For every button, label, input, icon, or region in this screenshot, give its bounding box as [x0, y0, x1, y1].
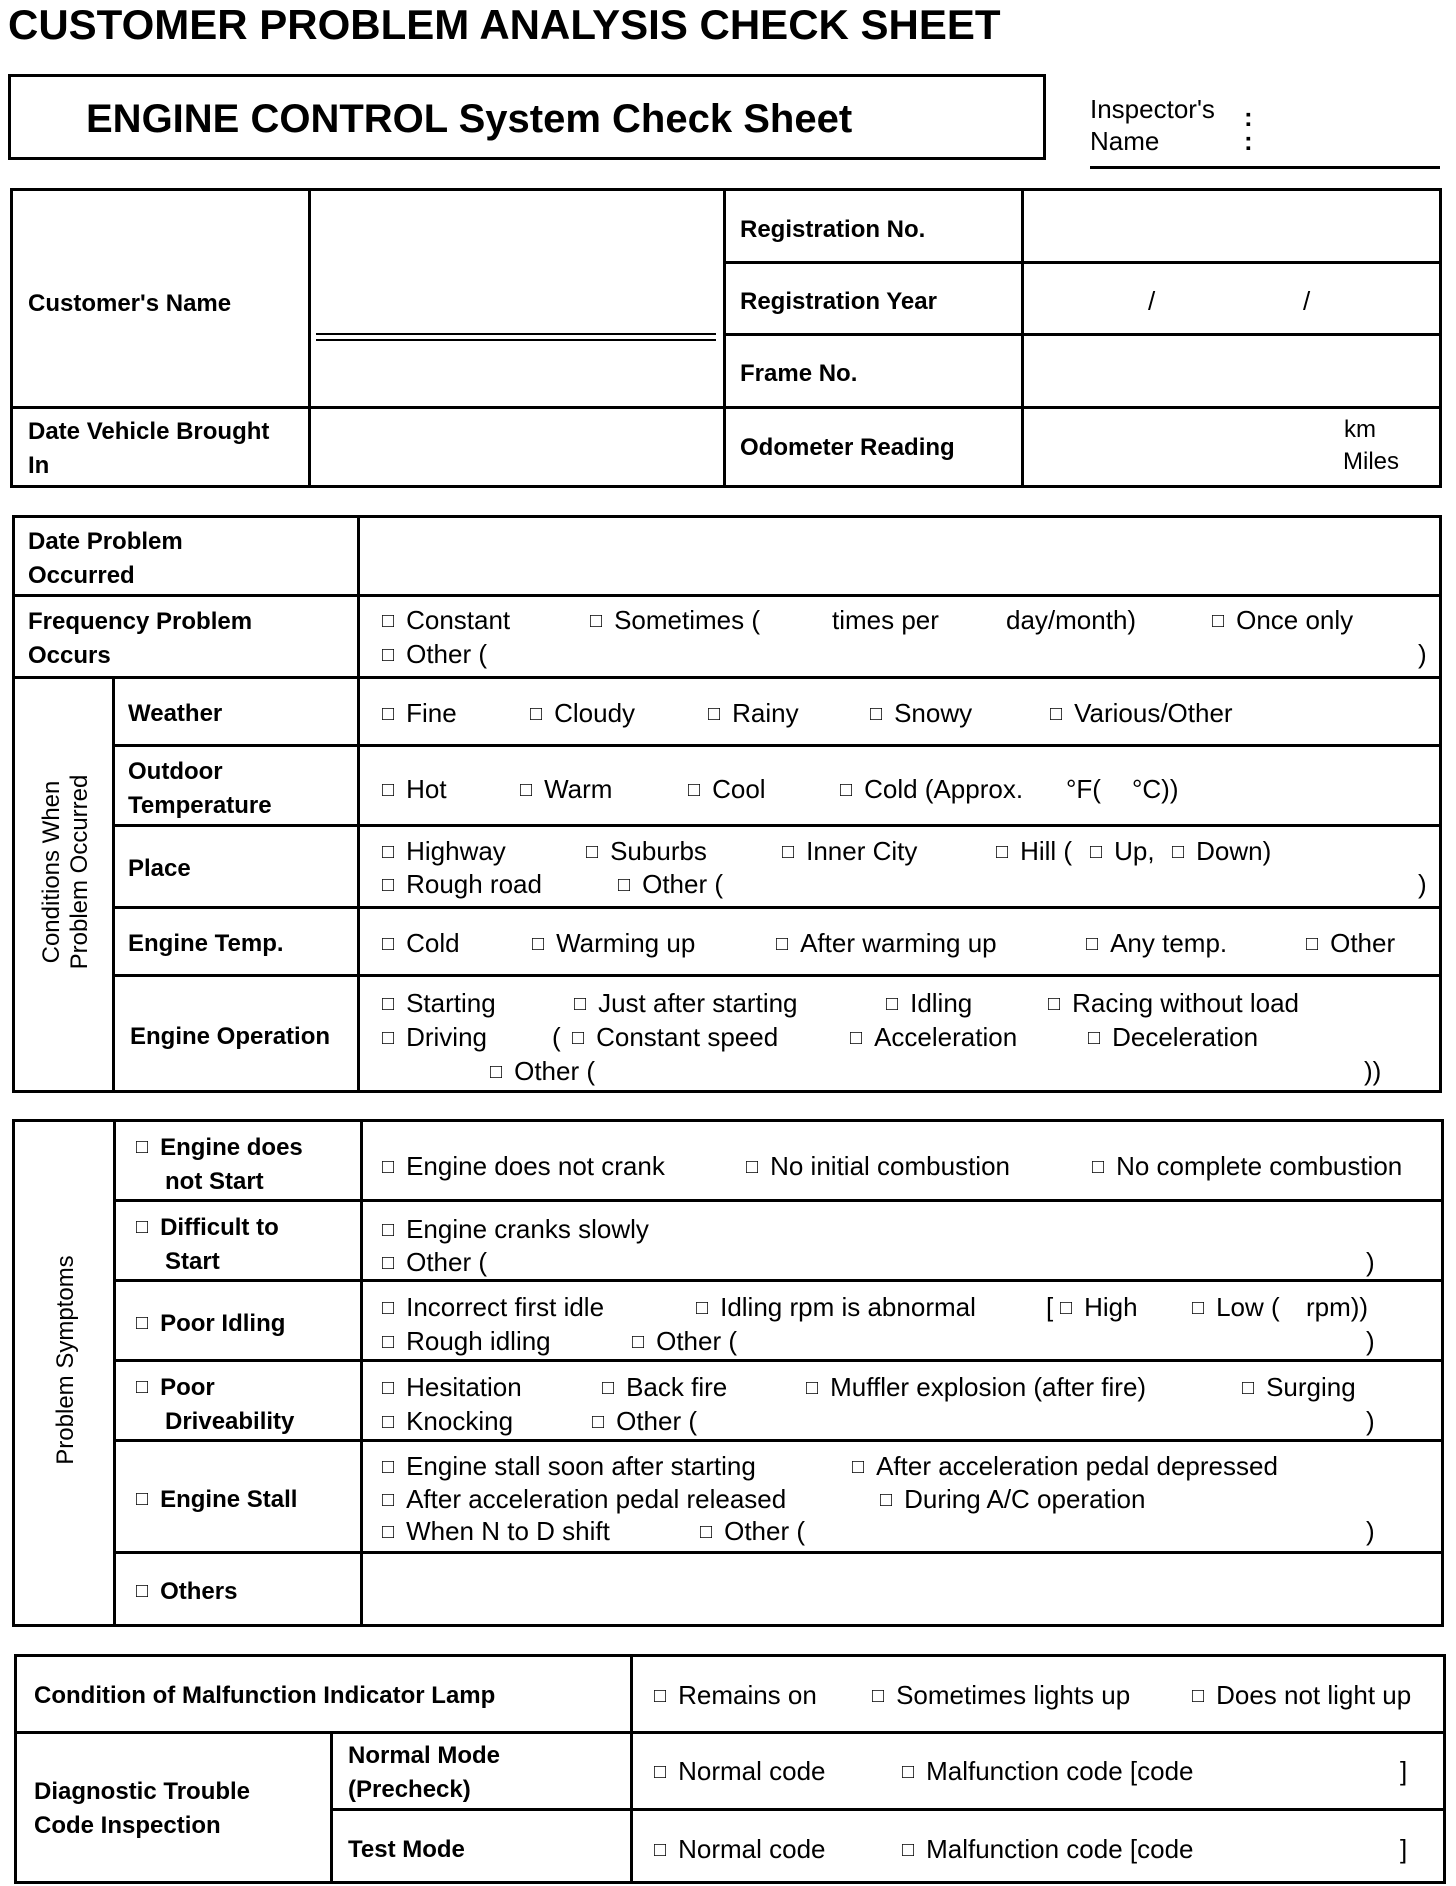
no-start-label-2: not Start: [165, 1168, 264, 1195]
idling-bracket: [: [1046, 1292, 1054, 1322]
place-hill-down-checkbox[interactable]: □ Down): [1172, 838, 1271, 864]
test-mode-code-close: ]: [1400, 1834, 1408, 1864]
weather-cloudy-checkbox[interactable]: □ Cloudy: [530, 700, 635, 726]
date-problem-label-2: Occurred: [28, 562, 135, 589]
temp-cool-checkbox[interactable]: □ Cool: [688, 776, 766, 802]
op-racing-checkbox[interactable]: □ Racing without load: [1048, 990, 1299, 1016]
dtc-label: Diagnostic Trouble: [34, 1778, 251, 1805]
eng-temp-warming-checkbox[interactable]: □ Warming up: [532, 930, 695, 956]
temp-deg-c: °C)): [1132, 774, 1179, 804]
driveability-other-close: ): [1366, 1406, 1375, 1436]
weather-fine-checkbox[interactable]: □ Fine: [382, 700, 457, 726]
eng-temp-cold-checkbox[interactable]: □ Cold: [382, 930, 460, 956]
date-brought-label-2: In: [28, 452, 50, 479]
place-highway-checkbox[interactable]: □ Highway: [382, 838, 506, 864]
temp-hot-checkbox[interactable]: □ Hot: [382, 776, 447, 802]
freq-other-checkbox[interactable]: □ Other (: [382, 641, 487, 667]
stall-ac-checkbox[interactable]: □ During A/C operation: [880, 1486, 1145, 1512]
freq-day-month: day/month): [1006, 605, 1137, 635]
outdoor-temp-label: Outdoor: [128, 758, 223, 785]
place-suburbs-checkbox[interactable]: □ Suburbs: [586, 838, 707, 864]
engine-temp-label: Engine Temp.: [128, 930, 284, 957]
place-hill-checkbox[interactable]: □ Hill (: [996, 838, 1072, 864]
idling-rpm-abnormal-checkbox[interactable]: □ Idling rpm is abnormal: [696, 1294, 976, 1320]
mil-sometimes-checkbox[interactable]: □ Sometimes lights up: [872, 1682, 1130, 1708]
place-inner-city-checkbox[interactable]: □ Inner City: [782, 838, 917, 864]
odometer-label: Odometer Reading: [740, 434, 955, 461]
no-crank-checkbox[interactable]: □ Engine does not crank: [382, 1153, 665, 1179]
op-other-checkbox[interactable]: □ Other (: [490, 1058, 595, 1084]
test-mode-label: Test Mode: [348, 1836, 465, 1863]
stall-pedal-released-checkbox[interactable]: □ After acceleration pedal released: [382, 1486, 786, 1512]
freq-once-only-checkbox[interactable]: □ Once only: [1212, 607, 1353, 633]
outdoor-temp-label-2: Temperature: [128, 792, 272, 819]
muffler-explosion-checkbox[interactable]: □ Muffler explosion (after fire): [806, 1374, 1146, 1400]
stall-n-to-d-checkbox[interactable]: □ When N to D shift: [382, 1518, 610, 1544]
driveability-other-checkbox[interactable]: □ Other (: [592, 1408, 697, 1434]
surging-checkbox[interactable]: □ Surging: [1242, 1374, 1356, 1400]
knocking-checkbox[interactable]: □ Knocking: [382, 1408, 513, 1434]
temp-cold-checkbox[interactable]: □ Cold (Approx.: [840, 776, 1023, 802]
weather-various-checkbox[interactable]: □ Various/Other: [1050, 700, 1233, 726]
temp-deg-f: °F(: [1066, 774, 1101, 804]
idling-other-close: ): [1366, 1326, 1375, 1356]
engine-stall-checkbox[interactable]: □ Engine Stall: [136, 1488, 297, 1512]
test-mode-normal-code-checkbox[interactable]: □ Normal code: [654, 1836, 826, 1862]
inspector-label: Inspector's: [1090, 94, 1215, 124]
date-slash-2: /: [1303, 286, 1311, 316]
sheet-title: ENGINE CONTROL System Check Sheet: [86, 97, 853, 141]
stall-pedal-depressed-checkbox[interactable]: □ After acceleration pedal depressed: [852, 1453, 1278, 1479]
conditions-side-label-1: Conditions When: [38, 780, 65, 964]
idling-rpm-unit: rpm)): [1306, 1292, 1369, 1322]
incorrect-first-idle-checkbox[interactable]: □ Incorrect first idle: [382, 1294, 604, 1320]
mil-does-not-light-checkbox[interactable]: □ Does not light up: [1192, 1682, 1411, 1708]
registration-no-label: Registration No.: [740, 216, 926, 243]
idling-low-checkbox[interactable]: □ Low (: [1192, 1294, 1280, 1320]
idling-other-checkbox[interactable]: □ Other (: [632, 1328, 737, 1354]
date-problem-label: Date Problem: [28, 528, 183, 555]
customer-name-label: Customer's Name: [28, 290, 232, 317]
normal-mode-malfunction-checkbox[interactable]: □ Malfunction code [code: [902, 1758, 1193, 1784]
frequency-label: Frequency Problem: [28, 608, 253, 635]
rough-idling-checkbox[interactable]: □ Rough idling: [382, 1328, 551, 1354]
eng-temp-any-checkbox[interactable]: □ Any temp.: [1086, 930, 1227, 956]
place-other-close: ): [1418, 869, 1427, 899]
place-other-checkbox[interactable]: □ Other (: [618, 871, 723, 897]
freq-sometimes-checkbox[interactable]: □ Sometimes (: [590, 607, 760, 633]
km-unit: km: [1344, 416, 1376, 443]
symptoms-side-label: Problem Symptoms: [52, 1255, 79, 1465]
miles-unit: Miles: [1343, 448, 1400, 475]
weather-label: Weather: [128, 700, 223, 727]
op-acceleration-checkbox[interactable]: □ Acceleration: [850, 1024, 1017, 1050]
stall-other-close: ): [1366, 1516, 1375, 1546]
poor-driveability-label-2: Driveability: [165, 1408, 295, 1435]
mil-label: Condition of Malfunction Indicator Lamp: [34, 1682, 496, 1709]
idling-high-checkbox[interactable]: □ High: [1060, 1294, 1138, 1320]
difficult-other-checkbox[interactable]: □ Other (: [382, 1249, 487, 1275]
conditions-side-label: [38, 754, 93, 990]
dtc-label-2: Code Inspection: [34, 1812, 221, 1839]
poor-driveability-checkbox[interactable]: □ Poor: [136, 1376, 215, 1400]
place-label: Place: [128, 855, 191, 882]
poor-idling-checkbox[interactable]: □ Poor Idling: [136, 1312, 285, 1336]
place-rough-road-checkbox[interactable]: □ Rough road: [382, 871, 542, 897]
inspector-colon: :: [1244, 102, 1253, 132]
op-driving-paren: (: [552, 1022, 561, 1052]
op-driving-checkbox[interactable]: □ Driving: [382, 1024, 487, 1050]
difficult-start-checkbox[interactable]: □ Difficult to: [136, 1216, 279, 1240]
back-fire-checkbox[interactable]: □ Back fire: [602, 1374, 727, 1400]
normal-mode-normal-code-checkbox[interactable]: □ Normal code: [654, 1758, 826, 1784]
inspector-label-2: Name: [1090, 126, 1160, 156]
temp-warm-checkbox[interactable]: □ Warm: [520, 776, 612, 802]
normal-mode-code-close: ]: [1400, 1756, 1408, 1786]
no-start-checkbox[interactable]: □ Engine does: [136, 1136, 303, 1160]
op-deceleration-checkbox[interactable]: □ Deceleration: [1088, 1024, 1258, 1050]
mil-remains-on-checkbox[interactable]: □ Remains on: [654, 1682, 817, 1708]
inspector-name-line[interactable]: [1090, 166, 1440, 169]
engine-operation-label: Engine Operation: [130, 1023, 331, 1050]
no-initial-combustion-checkbox[interactable]: □ No initial combustion: [746, 1153, 1010, 1179]
date-slash-1: /: [1148, 286, 1156, 316]
date-brought-label: Date Vehicle Brought: [28, 418, 270, 445]
stall-other-checkbox[interactable]: □ Other (: [700, 1518, 805, 1544]
freq-times-per: times per: [832, 605, 939, 635]
frame-no-label: Frame No.: [740, 360, 858, 387]
stall-after-start-checkbox[interactable]: □ Engine stall soon after starting: [382, 1453, 756, 1479]
freq-other-close: ): [1418, 639, 1427, 669]
test-mode-malfunction-checkbox[interactable]: □ Malfunction code [code: [902, 1836, 1193, 1862]
eng-temp-after-warming-checkbox[interactable]: □ After warming up: [776, 930, 997, 956]
registration-year-label: Registration Year: [740, 288, 937, 315]
no-complete-combustion-checkbox[interactable]: □ No complete combustion: [1092, 1153, 1402, 1179]
normal-mode-label: Normal Mode: [348, 1742, 501, 1769]
eng-temp-other-checkbox[interactable]: □ Other: [1306, 930, 1395, 956]
hesitation-checkbox[interactable]: □ Hesitation: [382, 1374, 522, 1400]
inspector-colon-2: :: [1244, 126, 1253, 156]
freq-constant-checkbox[interactable]: □ Constant: [382, 607, 510, 633]
op-starting-checkbox[interactable]: □ Starting: [382, 990, 496, 1016]
op-idling-checkbox[interactable]: □ Idling: [886, 990, 972, 1016]
normal-mode-label-2: (Precheck): [348, 1776, 471, 1803]
conditions-side-label-2: Problem Occurred: [65, 774, 93, 970]
difficult-start-label-2: Start: [165, 1248, 220, 1275]
others-checkbox[interactable]: □ Others: [136, 1580, 237, 1604]
weather-snowy-checkbox[interactable]: □ Snowy: [870, 700, 972, 726]
place-hill-up-checkbox[interactable]: □ Up,: [1090, 838, 1155, 864]
cranks-slowly-checkbox[interactable]: □ Engine cranks slowly: [382, 1216, 649, 1242]
op-other-close: )): [1364, 1056, 1382, 1086]
difficult-other-close: ): [1366, 1247, 1375, 1277]
weather-rainy-checkbox[interactable]: □ Rainy: [708, 700, 799, 726]
op-just-after-checkbox[interactable]: □ Just after starting: [574, 990, 798, 1016]
frequency-label-2: Occurs: [28, 642, 111, 669]
main-title: CUSTOMER PROBLEM ANALYSIS CHECK SHEET: [8, 1, 1001, 48]
op-constant-speed-checkbox[interactable]: □ Constant speed: [572, 1024, 778, 1050]
